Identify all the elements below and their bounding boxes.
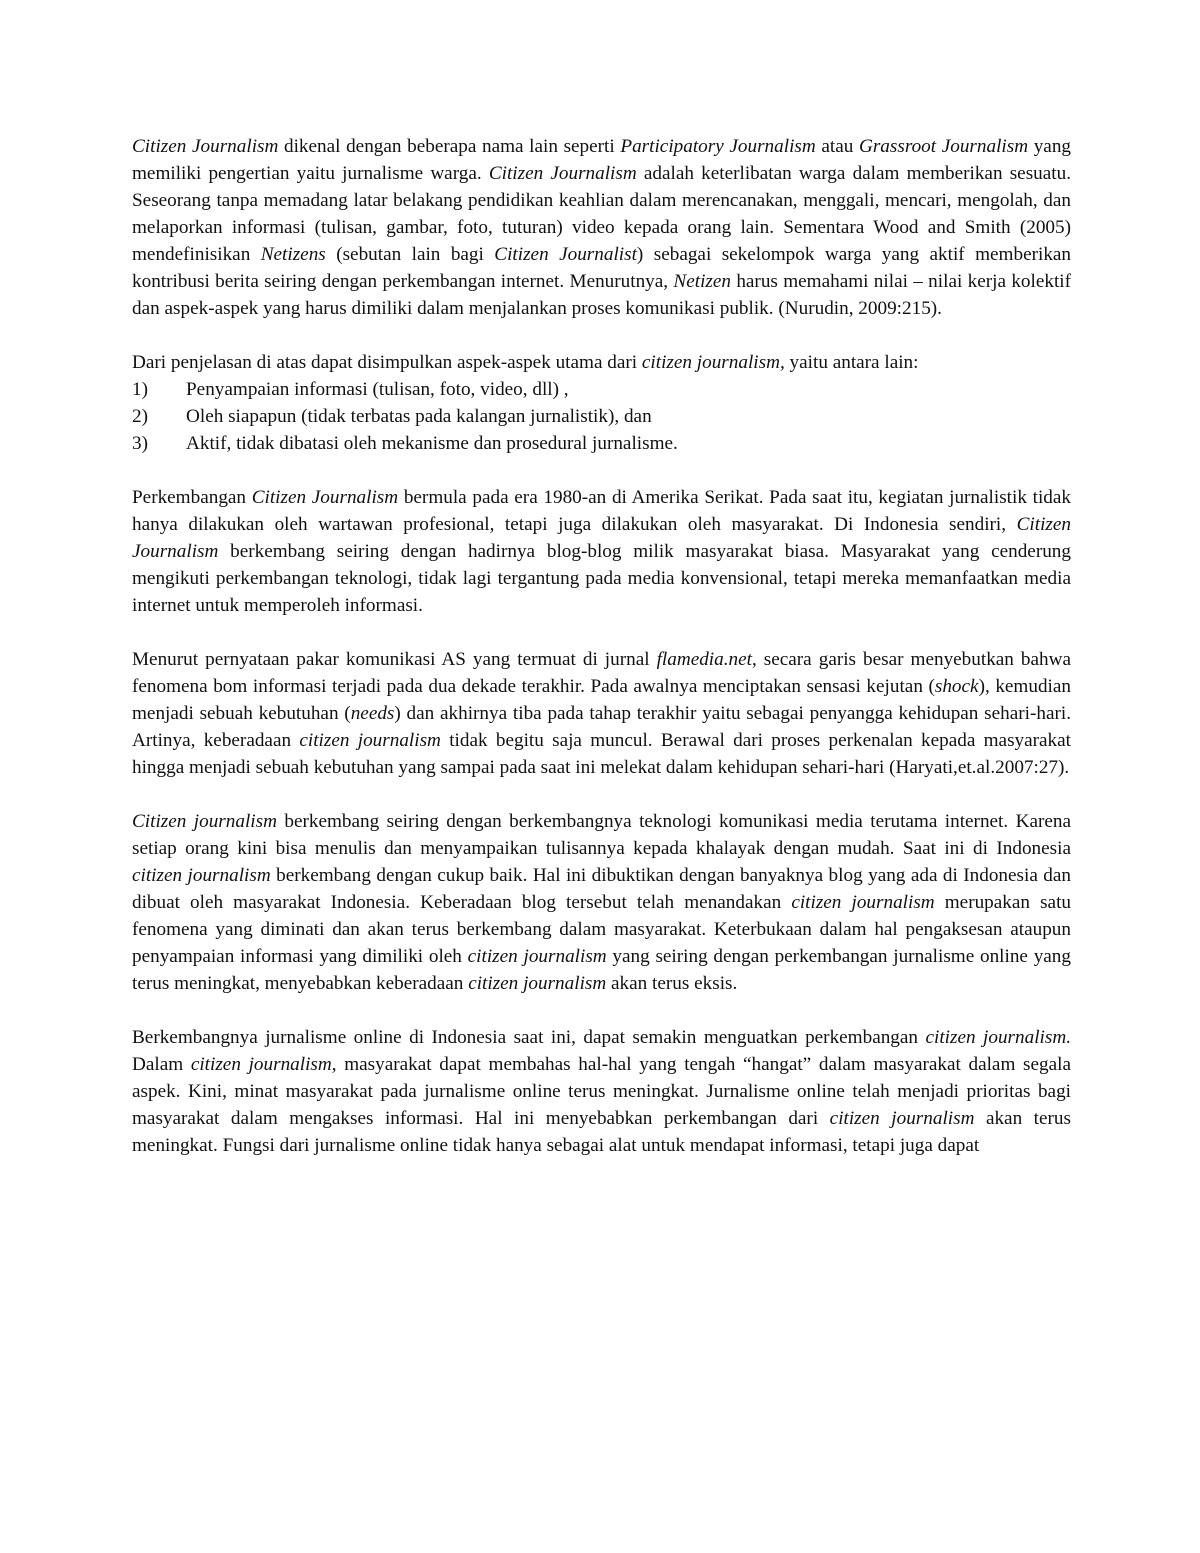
text-run: (sebutan lain bagi (325, 244, 495, 265)
text-run: berkembang dengan cukup baik. Hal ini dibuktikan dengan banyaknya blog yang ada di Indonesia dan dibuat oleh masyarakat Indonesia. Keberadaan blog tersebut telah menandakan (132, 865, 1071, 913)
italic-run: Netizen (673, 271, 731, 292)
aspects-list (132, 376, 1071, 457)
paragraph-citizen-journalism-definition (132, 133, 1071, 322)
paragraph-online-journalism (132, 1024, 1071, 1159)
paragraph-flamedia (132, 646, 1071, 781)
text-run: Menurut pernyataan pakar komunikasi AS yang termuat di jurnal (132, 649, 657, 670)
paragraph-aspects-intro (132, 349, 1071, 376)
text-run: Dari penjelasan di atas dapat disimpulkan aspek-aspek utama dari (132, 352, 642, 373)
italic-run: citizen journalism (791, 892, 935, 913)
list-item (132, 430, 1071, 457)
italic-run: Citizen Journalism (132, 136, 279, 157)
list-item-text: Penyampaian informasi (tulisan, foto, video, dll) , (186, 379, 569, 400)
italic-run: shock (934, 676, 979, 697)
text-run: akan terus meningkat. Fungsi dari jurnalisme online tidak hanya sebagai alat untuk mendapat informasi, tetapi juga dapat (132, 1108, 1071, 1156)
text-run: yang seiring dengan perkembangan jurnalisme online yang terus meningkat, menyebabkan keberadaan (132, 946, 1071, 994)
italic-run: Citizen Journalism (488, 163, 637, 184)
list-item-text: Oleh siapapun (tidak terbatas pada kalangan jurnalistik), dan (186, 406, 652, 427)
list-item-text: Aktif, tidak dibatasi oleh mekanisme dan prosedural jurnalisme. (186, 433, 678, 454)
text-run: ), kemudian menjadi sebuah kebutuhan ( (132, 676, 1071, 724)
italic-run: citizen journalism (468, 973, 607, 994)
italic-run: Citizen journalism (132, 811, 277, 832)
text-run: dikenal dengan beberapa nama lain seperti (278, 136, 621, 157)
italic-run: needs (350, 703, 395, 724)
italic-run: citizen journalism, (641, 352, 785, 373)
italic-run: citizen journalism (299, 730, 441, 751)
text-run: berkembang seiring dengan berkembangnya teknologi komunikasi media terutama internet. Karena setiap orang kini bisa menulis dan menyampaikan tulisannya kepada khalayak dengan mudah. Saat ini di Indonesia (132, 811, 1071, 859)
text-run: Perkembangan (132, 487, 252, 508)
text-run: merupakan satu fenomena yang diminati dan akan terus berkembang dalam masyarakat. Keterbukaan dalam hal pengaksesan ataupun penyampaian informasi yang dimiliki oleh (132, 892, 1071, 967)
italic-run: Citizen Journalism (251, 487, 399, 508)
italic-run: citizen journalism (190, 1054, 332, 1075)
text-run: ) sebagai sekelompok warga yang aktif memberikan kontribusi berita seiring dengan perkembangan internet. Menurutnya, (132, 244, 1072, 292)
text-run: berkembang seiring dengan hadirnya blog-blog milik masyarakat biasa. Masyarakat yang cenderung mengikuti perkembangan teknologi, tidak lagi tergantung pada media konvensional, tetapi mereka memanfaatkan media internet untuk memperoleh informasi. (132, 541, 1071, 616)
list-item (132, 376, 1071, 403)
italic-run: Participatory Journalism (620, 136, 816, 157)
text-run: yang memiliki pengertian yaitu jurnalisme warga. (132, 136, 1072, 184)
italic-run: Grassroot Journalism (858, 136, 1029, 157)
italic-run: flamedia.net (656, 649, 752, 670)
text-run: ) dan akhirnya tiba pada tahap terakhir yaitu sebagai penyangga kehidupan sehari-hari. Artinya, keberadaan (132, 703, 1071, 751)
list-item-number: 2) (132, 406, 148, 427)
italic-run: citizen journalism (467, 946, 607, 967)
text-run: Berkembangnya jurnalisme online di Indonesia saat ini, dapat semakin menguatkan perkembangan (132, 1027, 926, 1048)
text-run: atau (815, 136, 859, 157)
text-run: , masyarakat dapat membahas hal-hal yang tengah “hangat” dalam masyarakat dalam segala aspek. Kini, minat masyarakat pada jurnalisme online terus meningkat. Jurnalisme online telah menjadi prioritas bagi masyarakat dalam mengakses informasi. Hal ini menyebabkan perkembangan dari (132, 1054, 1071, 1129)
list-item-number: 1) (132, 379, 148, 400)
italic-run: Netizens (260, 244, 326, 265)
italic-run: citizen journalism (132, 865, 271, 886)
text-run: , secara garis besar menyebutkan bahwa fenomena bom informasi terjadi pada dua dekade terakhir. Pada awalnya menciptakan sensasi kejutan ( (132, 649, 1071, 697)
document-body (132, 133, 1071, 1159)
paragraph-history (132, 484, 1071, 619)
text-run: tidak begitu saja muncul. Berawal dari proses perkenalan kepada masyarakat hingga menjadi sebuah kebutuhan yang sampai pada saat ini melekat dalam kehidupan sehari-hari (Haryati,et.al.2007:27). (132, 730, 1071, 778)
italic-run: citizen journalism. (925, 1027, 1071, 1048)
text-run: yaitu antara lain: (784, 352, 919, 373)
text-run: harus memahami nilai – nilai kerja kolektif dan aspek-aspek yang harus dimiliki dalam menjalankan proses komunikasi publik. (Nurudin, 2009:215). (132, 271, 1071, 319)
list-item (132, 403, 1071, 430)
list-item-number: 3) (132, 433, 148, 454)
italic-run: citizen journalism (829, 1108, 975, 1129)
text-run: akan terus eksis. (606, 973, 738, 994)
text-run: Dalam (132, 1054, 191, 1075)
italic-run: Citizen Journalist (494, 244, 637, 265)
text-run: bermula pada era 1980-an di Amerika Serikat. Pada saat itu, kegiatan jurnalistik tidak hanya dilakukan oleh wartawan profesional, tetapi juga dilakukan oleh masyarakat. Di Indonesia sendiri, (132, 487, 1071, 535)
italic-run: Citizen Journalism (132, 514, 1071, 562)
paragraph-technology (132, 808, 1071, 997)
text-run: adalah keterlibatan warga dalam memberikan sesuatu. Seseorang tanpa memadang latar belakang pendidikan keahlian dalam merencanakan, menggali, mencari, mengolah, dan melaporkan informasi (tulisan, gambar, foto, tuturan) video kepada orang lain. Sementara Wood and Smith (2005) mendefinisikan (132, 163, 1071, 265)
